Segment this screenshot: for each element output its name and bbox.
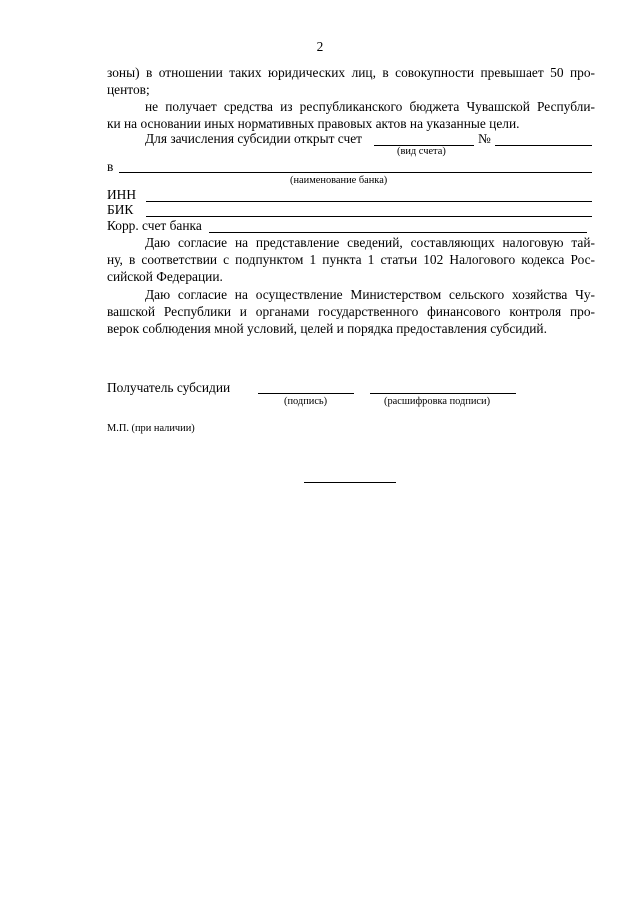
paragraph-1-line-2: центов; — [107, 82, 150, 97]
bik-label: БИК — [107, 202, 134, 217]
decoding-blank — [370, 393, 516, 394]
paragraph-3-line-3: сийской Федерации. — [107, 269, 223, 284]
number-sign: № — [478, 131, 491, 146]
account-label: Для зачисления субсидии открыт счет — [145, 131, 363, 146]
corr-account-blank — [209, 232, 587, 233]
inn-blank — [146, 201, 592, 202]
bik-blank — [146, 216, 592, 217]
paragraph-2-line-1: не получает средства из республиканского бюджета Чувашской Республи- — [145, 99, 595, 114]
signature-blank — [258, 393, 354, 394]
paragraph-3-line-1: Даю согласие на представление сведений, составляющих налоговую тай- — [145, 235, 595, 250]
recipient-label: Получатель субсидии — [107, 380, 231, 395]
paragraph-1-line-1: зоны) в отношении таких юридических лиц, в совокупности превышает 50 про- — [107, 65, 595, 80]
closing-rule — [304, 482, 396, 483]
inn-label: ИНН — [107, 187, 137, 202]
paragraph-4-line-2: вашской Республики и органами государственного финансового контроля про- — [107, 304, 595, 319]
bank-name-caption: (наименование банка) — [290, 175, 388, 186]
bank-name-blank — [119, 172, 592, 173]
bank-prefix: в — [107, 159, 114, 174]
decoding-caption: (расшифровка подписи) — [384, 396, 491, 407]
paragraph-2-line-2: ки на основании иных нормативных правовых актов на указанные цели. — [107, 116, 520, 131]
signature-caption: (подпись) — [284, 396, 328, 407]
paragraph-4-line-3: верок соблюдения мной условий, целей и порядка предоставления субсидий. — [107, 321, 547, 336]
corr-account-label: Корр. счет банка — [107, 218, 202, 233]
stamp-label: М.П. (при наличии) — [107, 423, 195, 434]
account-number-blank — [495, 145, 592, 146]
paragraph-3-line-2: ну, в соответствии с подпунктом 1 пункта 1 статьи 102 Налогового кодекса Рос- — [107, 252, 595, 267]
account-type-caption: (вид счета) — [397, 146, 446, 157]
paragraph-4-line-1: Даю согласие на осуществление Министерством сельского хозяйства Чу- — [145, 287, 595, 302]
page-number: 2 — [316, 39, 324, 54]
